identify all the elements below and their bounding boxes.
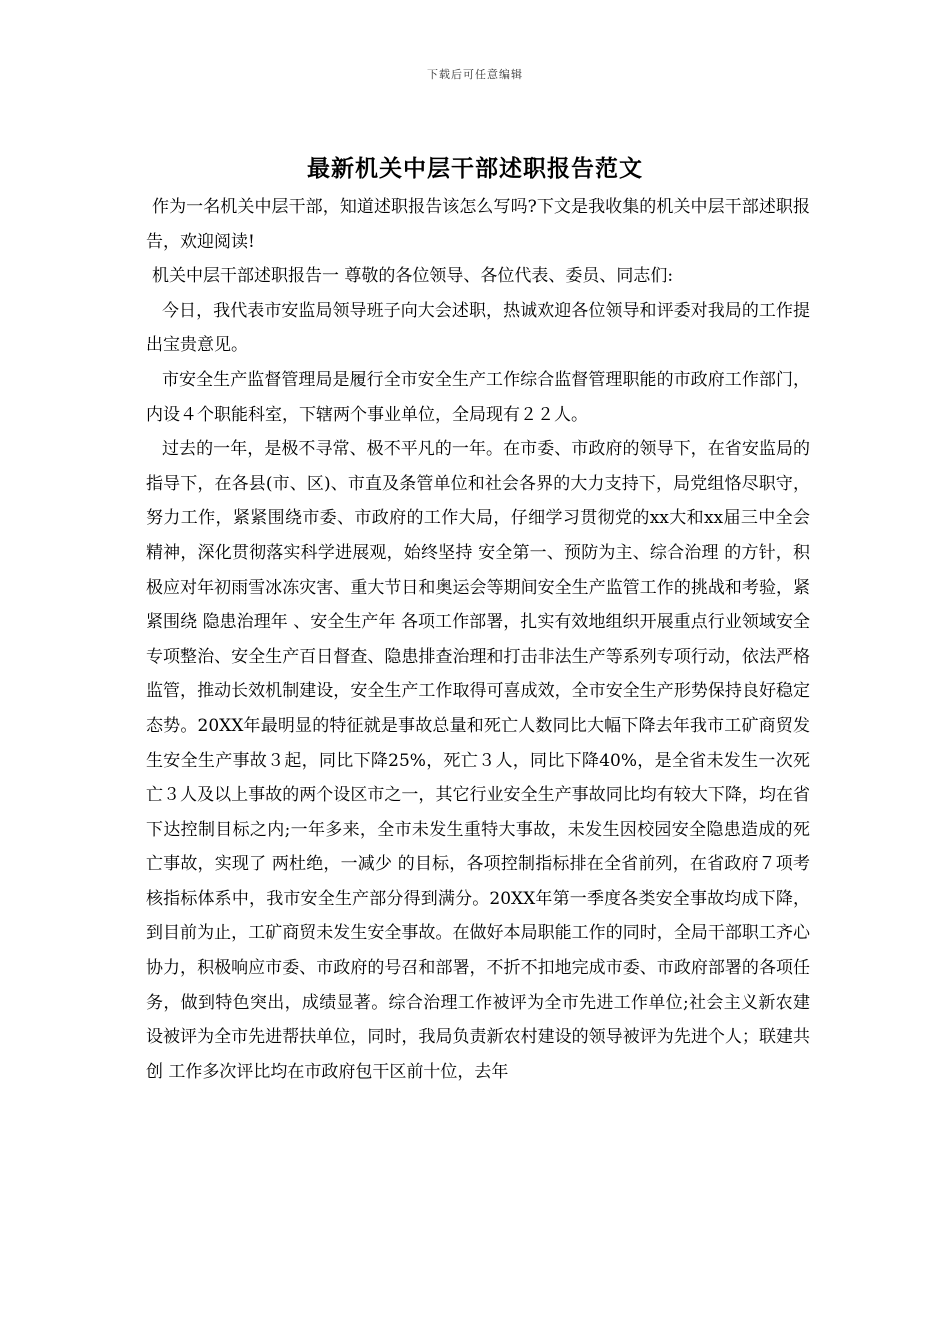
header-note: 下载后可任意编辑	[427, 68, 523, 81]
paragraph-greeting: 机关中层干部述职报告一 尊敬的各位领导、各位代表、委员、同志们:	[152, 266, 674, 287]
paragraph-agency-overview: 市安全生产监督管理局是履行全市安全生产工作综合监督管理职能的市政府工作部门，内设４个职能科室，下辖两个事业单位，全局现有２２人。	[146, 369, 810, 425]
paragraph-annual-review: 过去的一年，是极不寻常、极不平凡的一年。在市委、市政府的领导下，在省安监局的指导下，在各县(市、区)、市直及条管单位和社会各界的大力支持下，局党组恪尽职守，努力工作，紧紧围绕市委、市政府的工作大局，仔细学习贯彻党的xx大和xx届三中全会精神，深化贯彻落实科学进展观，始终坚持 安全第一、预防为主、综合治理 的方针，积极应对年初雨雪冰冻灾害、重大节日和奥运会等期间安全生产监管工作的挑战和考验，紧紧围绕 隐患治理年 、安全生产年 各项工作部署，扎实有效地组织开展重点行业领域安全专项整治、安全生产百日督查、隐患排查治理和打击非法生产等系列专项行动，依法严格监管，推动长效机制建设，安全生产工作取得可喜成效，全市安全生产形势保持良好稳定态势。20XX年最明显的特征就是事故总量和死亡人数同比大幅下降去年我市工矿商贸发生安全生产事故３起，同比下降25%，死亡３人，同比下降40%，是全省未发生一次死亡３人及以上事故的两个设区市之一，其它行业安全生产事故同比均有较大下降，均在省下达控制目标之内;一年多来，全市未发生重特大事故，未发生因校园安全隐患造成的死亡事故，实现了 两杜绝，一减少 的目标，各项控制指标排在全省前列，在省政府７项考核指标体系中，我市安全生产部分得到满分。20XX年第一季度各类安全事故均成下降，到目前为止，工矿商贸未发生安全事故。在做好本局职能工作的同时，全局干部职工齐心协力，积极响应市委、市政府的号召和部署，不折不扣地完成市委、市政府部署的各项任务，做到特色突出，成绩显著。综合治理工作被评为全市先进工作单位;社会主义新农建设被评为全市先进帮扶单位，同时，我局负责新农村建设的领导被评为先进个人；联建共创 工作多次评比均在市政府包干区前十位，去年	[146, 439, 810, 1082]
document-body	[146, 190, 810, 1089]
document-title: 最新机关中层干部述职报告范文	[307, 155, 643, 182]
paragraph-opening: 今日，我代表市安监局领导班子向大会述职，热诚欢迎各位领导和评委对我局的工作提出宝贵意见。	[146, 300, 810, 356]
paragraph-intro: 作为一名机关中层干部，知道述职报告该怎么写吗?下文是我收集的机关中层干部述职报告，欢迎阅读!	[146, 197, 810, 252]
